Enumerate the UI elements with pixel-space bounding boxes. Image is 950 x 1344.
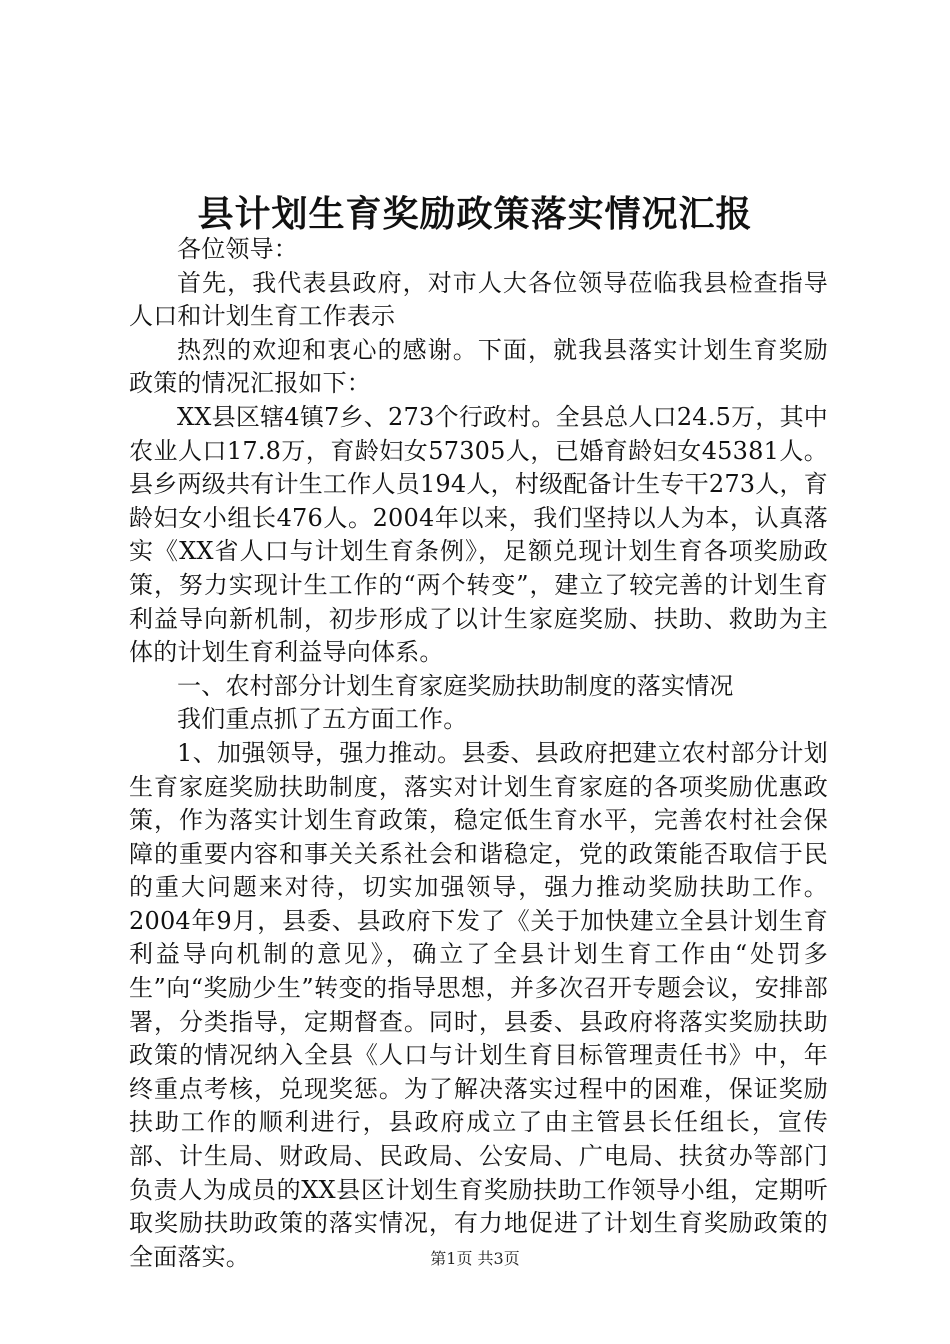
- body-paragraph: 首先，我代表县政府，对市人大各位领导莅临我县检查指导人口和计划生育工作表示: [129, 268, 828, 331]
- body-paragraph: 1、加强领导，强力推动。县委、县政府把建立农村部分计划生育家庭奖励扶助制度，落实对计划生育家庭的各项奖励优惠政策，作为落实计划生育政策，稳定低生育水平，完善农村社会保障的重要内容和事关关系社会和谐稳定，党的政策能否取信于民的重大问题来对待，切实加强领导，强力推动奖励扶助工作。2004年9月，县委、县政府下发了《关于加快建立全县计划生育利益导向机制的意见》，确立了全县计划生育工作由“处罚多生”向“奖励少生”转变的指导思想，并多次召开专题会议，安排部署，分类指导，定期督查。同时，县委、县政府将落实奖励扶助政策的情况纳入全县《人口与计划生育目标管理责任书》中，年终重点考核，兑现奖惩。为了解决落实过程中的困难，保证奖励扶助工作的顺利进行，县政府成立了由主管县长任组长，宣传部、计生局、财政局、民政局、公安局、广电局、扶贫办等部门负责人为成员的XX县区计划生育奖励扶助工作领导小组，定期听取奖励扶助政策的落实情况，有力地促进了计划生育奖励政策的全面落实。: [129, 738, 828, 1271]
- body-paragraph: 热烈的欢迎和衷心的感谢。下面，就我县落实计划生育奖励政策的情况汇报如下：: [129, 335, 828, 398]
- section-heading: 一、农村部分计划生育家庭奖励扶助制度的落实情况: [177, 671, 734, 700]
- body-paragraph: XX县区辖4镇7乡、273个行政村。全县总人口24.5万，其中农业人口17.8万，育龄妇女57305人，已婚育龄妇女45381人。县乡两级共有计生工作人员194人，村级配备计生专干273人，育龄妇女小组长476人。2004年以来，我们坚持以人为本，认真落实《XX省人口与计划生育条例》，足额兑现计划生育各项奖励政策，努力实现计生工作的“两个转变”，建立了较完善的计划生育利益导向新机制，初步形成了以计生家庭奖励、扶助、救助为主体的计划生育利益导向体系。: [129, 402, 828, 667]
- page-footer: 第1页 共3页: [430, 1249, 520, 1268]
- document-body: [129, 233, 828, 1274]
- document-title: 县计划生育奖励政策落实情况汇报: [197, 193, 753, 235]
- salutation-paragraph: 各位领导：: [177, 235, 298, 263]
- body-paragraph: 我们重点抓了五方面工作。: [177, 705, 468, 734]
